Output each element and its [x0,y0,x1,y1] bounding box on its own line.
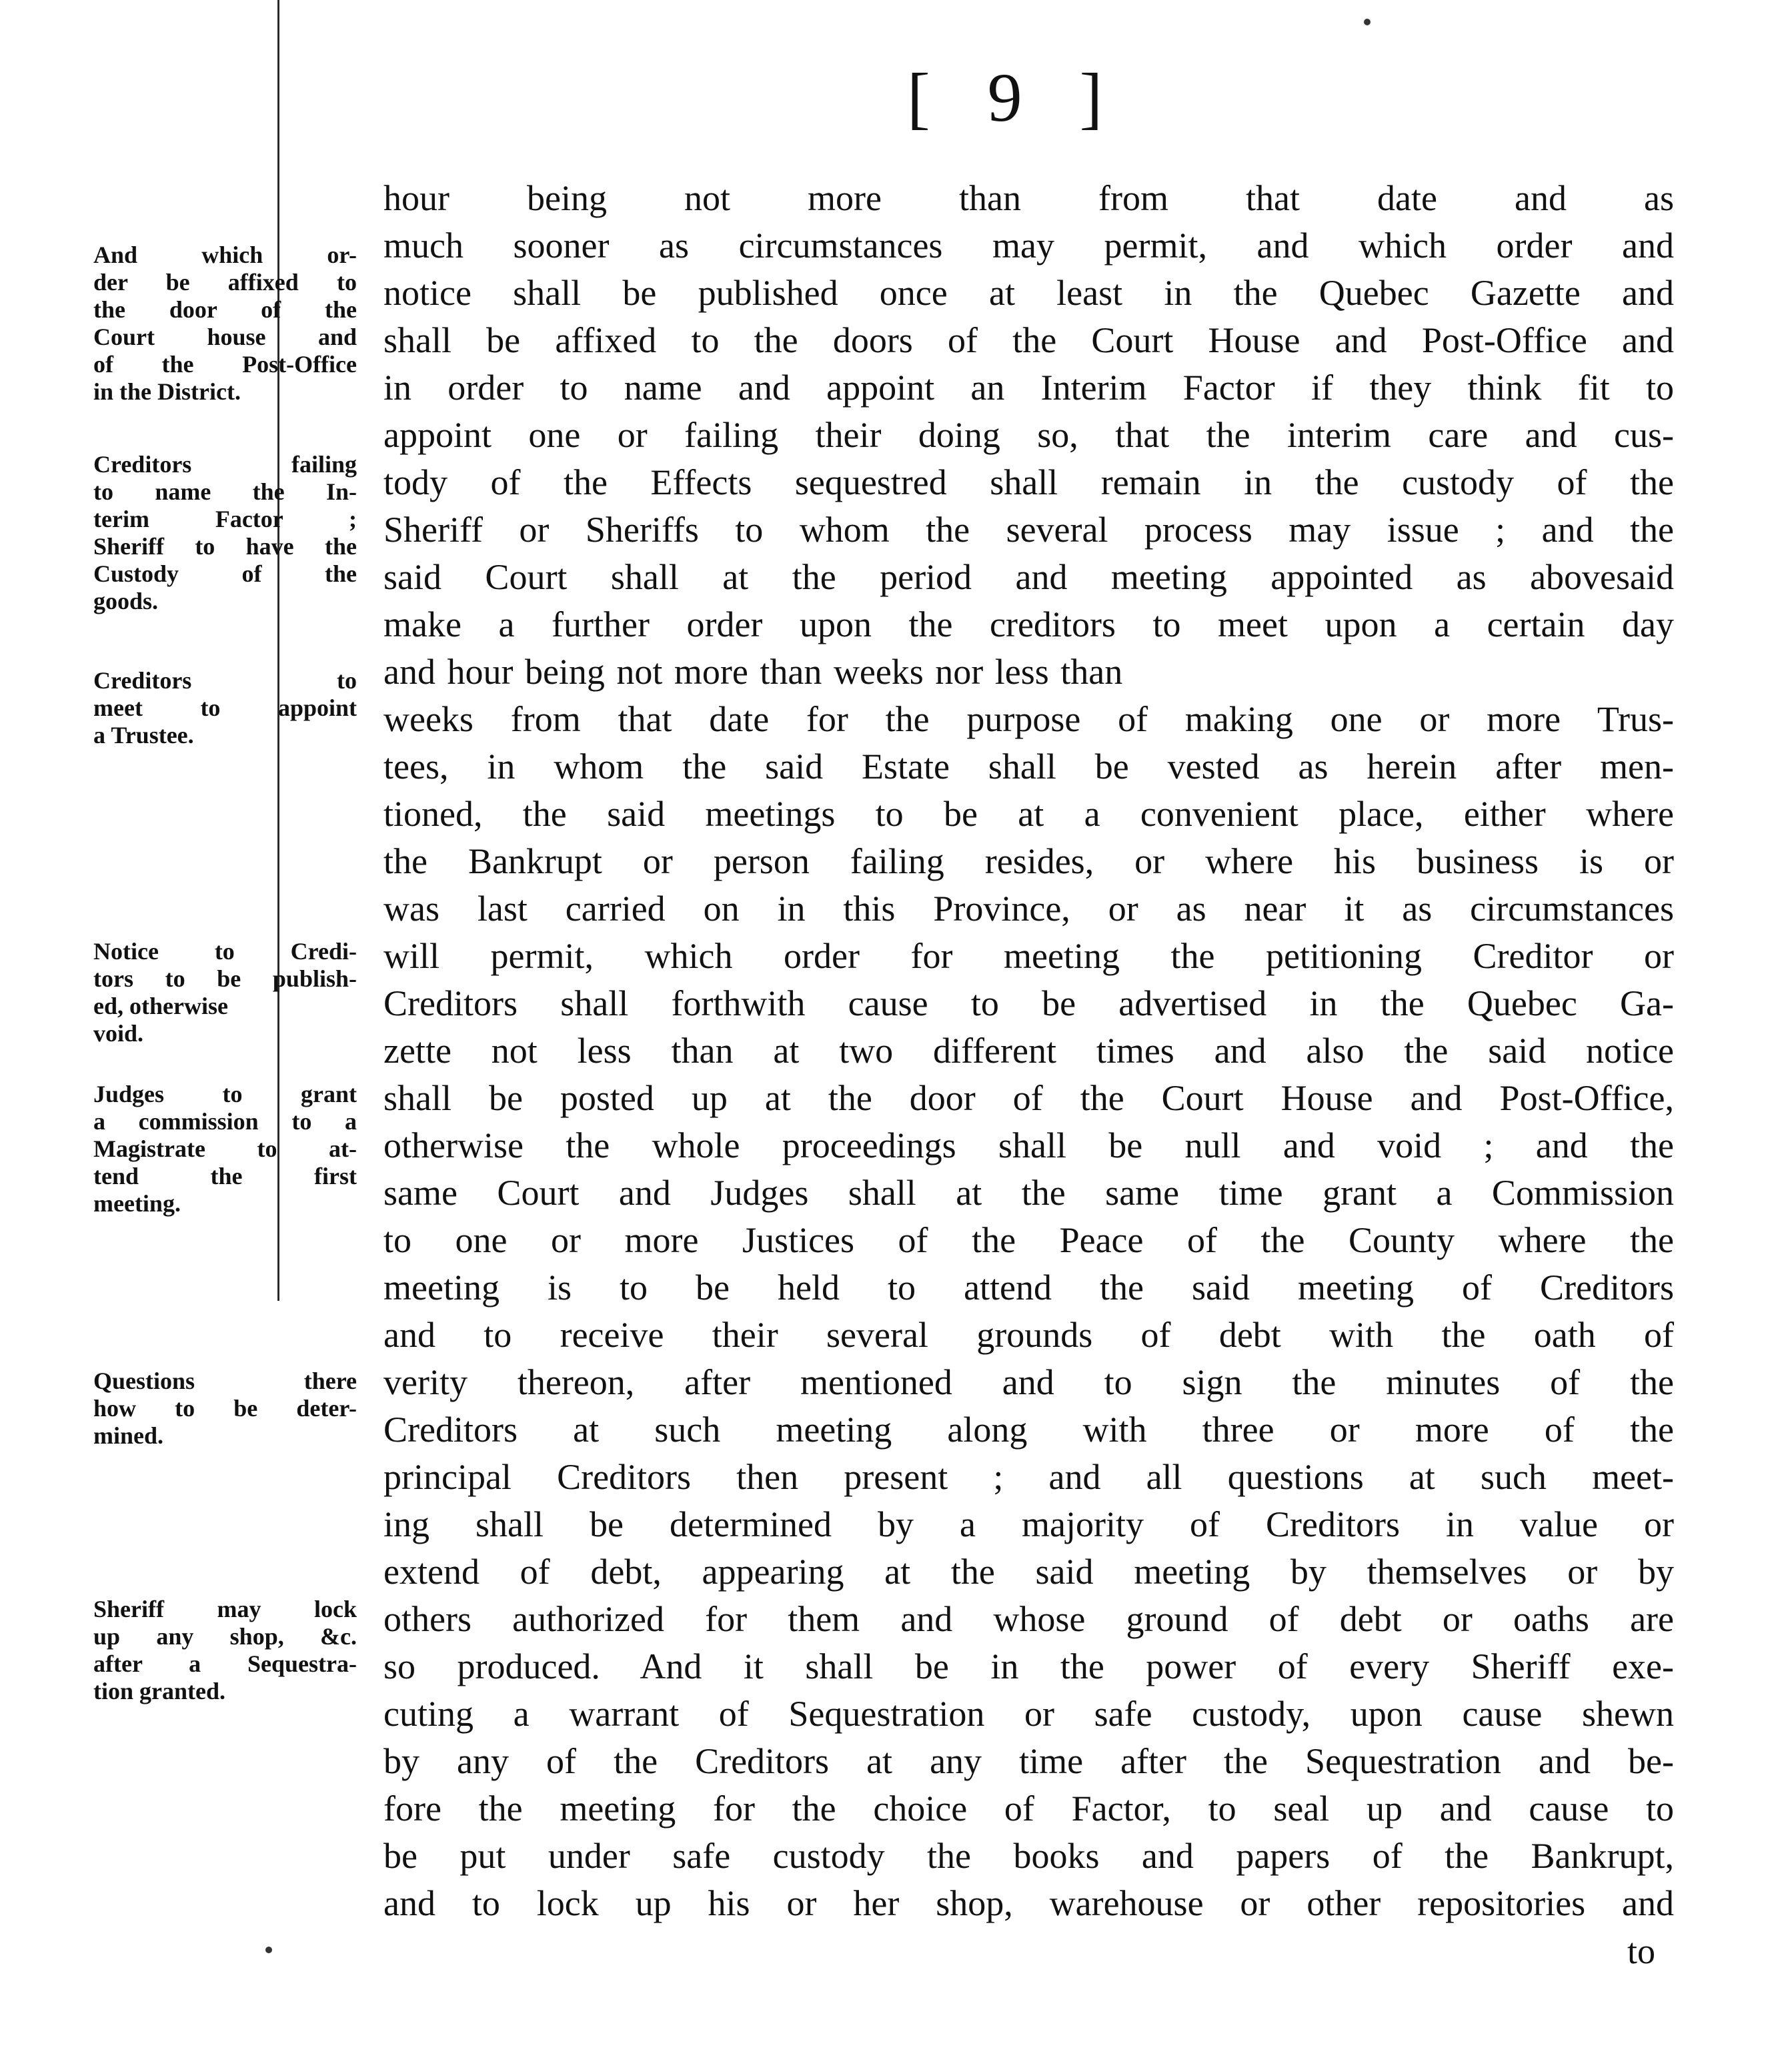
body-line: otherwise the whole proceedings shall be null and void ; and the [383,1125,1674,1165]
body-line: tees, in whom the said Estate shall be vested as herein after men- [383,746,1674,787]
body-line: shall be affixed to the doors of the Court House and Post-Office and [383,320,1674,360]
note-line: in the District. [93,378,241,405]
note-line: void. [93,1020,144,1047]
body-line: so produced. And it shall be in the power of every Sheriff exe- [383,1646,1674,1686]
note-line: tend the first [93,1163,357,1189]
body-line: was last carried on in this Province, or as near it as circumstances [383,889,1674,929]
margin-note-3 [93,667,357,749]
body-line: same Court and Judges shall at the same time grant a Commission [383,1173,1674,1213]
note-line: tors to be publish- [93,965,357,992]
note-line: Court house and [93,324,357,350]
margin-note-6 [93,1368,357,1450]
body-line: appoint one or failing their doing so, that the interim care and cus- [383,415,1674,455]
note-line: Custody of the [93,560,357,587]
body-line: Sheriff or Sheriffs to whom the several process may issue ; and the [383,510,1674,550]
note-line: ed, otherwise [93,993,228,1019]
note-line: And which or- [93,241,357,268]
body-line: Creditors shall forthwith cause to be advertised in the Quebec Ga- [383,983,1674,1023]
body-line: and hour being not more than weeks nor less than [383,652,1123,692]
margin-note-4 [93,938,357,1047]
note-line: to name the In- [93,478,357,505]
body-line: ing shall be determined by a majority of Creditors in value or [383,1504,1674,1544]
body-line: verity thereon, after mentioned and to sign the minutes of the [383,1362,1674,1402]
body-line: notice shall be published once at least in the Quebec Gazette and [383,273,1674,313]
body-line: and to lock up his or her shop, warehouse or other repositories and [383,1883,1674,1923]
body-line: in order to name and appoint an Interim Factor if they think fit to [383,368,1674,408]
note-line: how to be deter- [93,1395,357,1422]
body-line: others authorized for them and whose ground of debt or oaths are [383,1599,1674,1639]
margin-note-1 [93,241,357,406]
note-line: Notice to Credi- [93,938,357,965]
note-line: Magistrate to at- [93,1135,357,1162]
margin-note-2 [93,451,357,615]
body-line: fore the meeting for the choice of Factor, to seal up and cause to [383,1788,1674,1829]
body-line: tioned, the said meetings to be at a convenient place, either where [383,794,1674,834]
note-line: Sheriff to have the [93,533,357,560]
note-line: after a Sequestra- [93,1650,357,1677]
note-line: Creditors failing [93,451,357,478]
body-line: make a further order upon the creditors to meet upon a certain day [383,604,1674,644]
body-line: by any of the Creditors at any time after the Sequestration and be- [383,1741,1674,1781]
ink-speck [265,1947,272,1953]
note-line: terim Factor ; [93,506,357,532]
note-line: the door of the [93,296,357,323]
body-line: the Bankrupt or person failing resides, or where his business is or [383,841,1674,881]
body-line: and to receive their several grounds of debt with the oath of [383,1315,1674,1355]
note-line: a Trustee. [93,722,194,748]
note-line: of the Post-Office [93,351,357,378]
note-line: meet to appoint [93,694,357,721]
note-line: a commission to a [93,1108,357,1135]
note-line: Creditors to [93,667,357,694]
body-line: be put under safe custody the books and papers of the Bankrupt, [383,1836,1674,1876]
ink-speck [1364,19,1371,25]
margin-note-7 [93,1596,357,1705]
note-line: meeting. [93,1190,181,1217]
body-line: meeting is to be held to attend the said meeting of Creditors [383,1267,1674,1308]
body-line: principal Creditors then present ; and all questions at such meet- [383,1457,1674,1497]
body-line: shall be posted up at the door of the Court House and Post-Office, [383,1078,1674,1118]
body-line: will permit, which order for meeting the petitioning Creditor or [383,936,1674,976]
body-line: hour being not more than from that date and as [383,178,1674,218]
body-line: to one or more Justices of the Peace of the County where the [383,1220,1674,1260]
page-number: [ 9 ] [907,59,1123,136]
note-line: Sheriff may lock [93,1596,357,1622]
margin-note-5 [93,1081,357,1217]
catchword: to [1627,1931,1656,1971]
note-line: tion granted. [93,1678,225,1704]
note-line: Judges to grant [93,1081,357,1107]
body-line: zette not less than at two different times and also the said notice [383,1031,1674,1071]
body-line: Creditors at such meeting along with three or more of the [383,1410,1674,1450]
body-line: cuting a warrant of Sequestration or safe custody, upon cause shewn [383,1694,1674,1734]
body-line: weeks from that date for the purpose of making one or more Trus- [383,699,1674,739]
note-line: Questions there [93,1368,357,1394]
note-line: goods. [93,588,159,614]
body-line: said Court shall at the period and meeting appointed as abovesaid [383,557,1674,597]
body-text [383,175,1674,1927]
body-line: much sooner as circumstances may permit, and which order and [383,225,1674,266]
note-line: up any shop, &c. [93,1623,357,1650]
body-line: extend of debt, appearing at the said meeting by themselves or by [383,1552,1674,1592]
body-line: tody of the Effects sequestred shall remain in the custody of the [383,462,1674,502]
note-line: der be affixed to [93,269,357,296]
note-line: mined. [93,1422,164,1449]
